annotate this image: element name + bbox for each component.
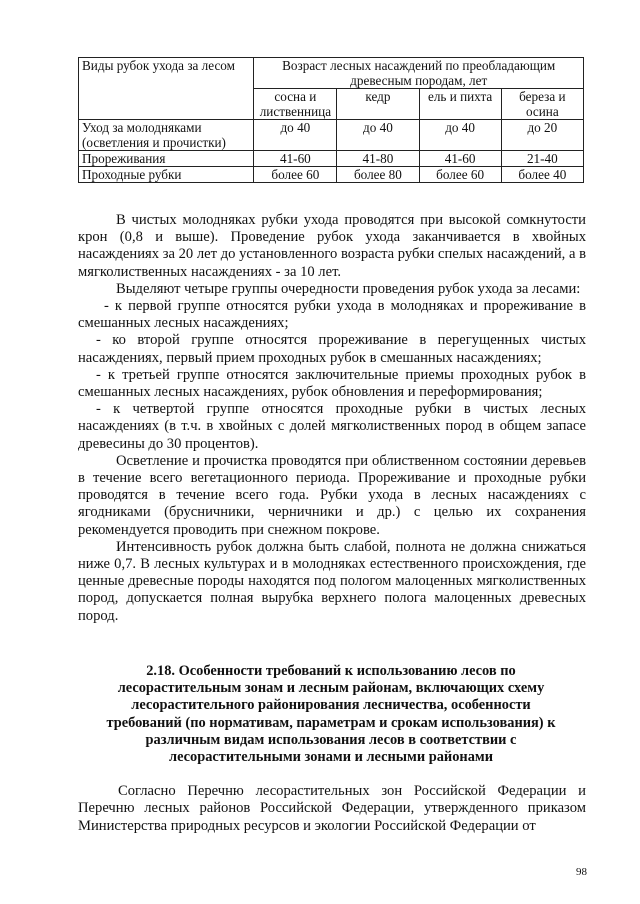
table-header-row [79, 58, 584, 89]
thinning-age-table [78, 57, 584, 183]
table-cell: более 60 [254, 167, 337, 183]
table-header-age: Возраст лесных насаждений по преобладающим древесным породам, лет [254, 58, 584, 89]
table-species-cell: сосна и лиственница [254, 89, 337, 120]
body-text [78, 212, 586, 625]
paragraph: В чистых молодняках рубки ухода проводятся при высокой сомкнутости крон (0,8 и выше). Проведение рубок ухода заканчивается в хвойных насаждениях за 20 лет до установленного возраста рубки спелых насаждений, а в мягколиственных насаждениях - за 10 лет. [78, 212, 586, 280]
table-cell: до 40 [254, 120, 337, 151]
table-species-cell: кедр [337, 89, 419, 120]
list-item: - ко второй группе относятся прореживание в перегущенных чистых насаждениях, первый прием проходных рубок в смешанных насаждениях; [78, 332, 586, 366]
table-species-cell: береза и осина [501, 89, 583, 120]
section-heading [96, 663, 566, 766]
paragraph: Выделяют четыре группы очередности проведения рубок ухода за лесами: [116, 280, 581, 297]
list-item: - к первой группе относятся рубки ухода в молодняках и прореживание в смешанных лесных насаждениях; [78, 298, 586, 332]
heading-line: лесорастительным зонам и лесным районам, включающих схему [117, 680, 545, 697]
heading-line: 2.18. Особенности требований к использованию лесов по [146, 663, 516, 679]
heading-line: лесорастительными зонами и лесными районами [169, 749, 493, 766]
table-row [79, 167, 584, 183]
table-row-name: Проходные рубки [79, 167, 254, 183]
bottom-text [78, 783, 586, 835]
table-row [79, 120, 584, 151]
table-cell: 41-60 [254, 151, 337, 167]
heading-line: различным видам использования лесов в соответствии с [145, 731, 517, 748]
table-row-name: Прореживания [79, 151, 254, 167]
table-row [79, 151, 584, 167]
table-cell: более 80 [337, 167, 419, 183]
table-cell: до 20 [501, 120, 583, 151]
table-cell: 41-60 [419, 151, 501, 167]
paragraph: Осветление и прочистка проводятся при облиственном состоянии деревьев в течение всего вегетационного периода. Прореживание и проходные рубки проводятся в течение всего года. Рубки ухода в лесных насаждениях с ягодниками (брусничники, черничники и др.) с целью их сохранения рекомендуется проводить при снежном покрове. [78, 452, 586, 538]
page-number: 98 [576, 866, 587, 878]
table-row-name: Уход за молодняками (осветления и прочистки) [79, 120, 254, 151]
heading-line: лесорастительного районирования лесничества, особенности [131, 697, 531, 714]
table-cell: до 40 [337, 120, 419, 151]
table-cell: более 60 [419, 167, 501, 183]
table-cell: 41-80 [337, 151, 419, 167]
list-item: - к четвертой группе относятся проходные рубки в чистых лесных насаждениях (в т.ч. в хвойных с долей мягколиственных пород в общем запасе древесины до 30 процентов). [78, 401, 586, 452]
table-cell: 21-40 [501, 151, 583, 167]
table-cell: более 40 [501, 167, 583, 183]
table-species-cell: ель и пихта [419, 89, 501, 120]
paragraph: Интенсивность рубок должна быть слабой, полнота не должна снижаться ниже 0,7. В лесных культурах и в молодняках естественного происхождения, где ценные древесные породы находятся под пологом малоценных мягколиственных пород, допускается полная вырубка верхнего полога малоценных древесных пород. [78, 538, 586, 624]
paragraph: Согласно Перечню лесорастительных зон Российской Федерации и Перечню лесных районов Российской Федерации, утвержденного приказом Министерства природных ресурсов и экологии Российской Федерации от [78, 783, 586, 834]
table-cell: до 40 [419, 120, 501, 151]
list-item: - к третьей группе относятся заключительные приемы проходных рубок в смешанных лесных насаждениях, рубок обновления и переформирования; [78, 366, 586, 401]
heading-line: требований (по нормативам, параметрам и срокам использования) к [106, 714, 556, 731]
table-header-cutting-types: Виды рубок ухода за лесом [79, 58, 254, 120]
